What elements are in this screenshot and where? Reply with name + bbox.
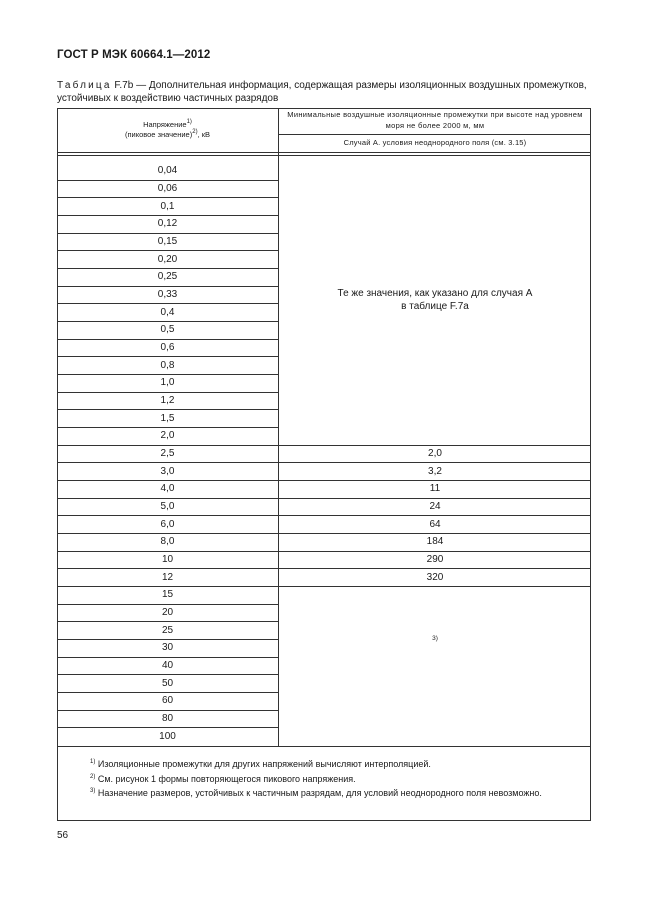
voltage-cell: 0,04 — [157, 165, 178, 177]
footnotes — [62, 757, 586, 801]
table-caption — [57, 79, 597, 105]
voltage-cell: 0,6 — [160, 342, 175, 354]
footnote-2: $^{2)}$ См. рисунок 1 формы повторяющегося пикового напряжения. — [90, 773, 356, 784]
voltage-cell: 0,5 — [160, 324, 175, 336]
voltage-cell: 10 — [161, 554, 174, 566]
voltage-cell: 0,25 — [157, 271, 178, 283]
clearance-cell: 320 — [426, 571, 444, 583]
voltage-cell: 0,8 — [160, 359, 175, 371]
clearance-cell: 184 — [426, 536, 444, 548]
clearance-cell: 290 — [426, 554, 444, 566]
voltage-cell: 0,12 — [157, 218, 178, 230]
voltage-cell: 0,1 — [160, 200, 175, 212]
voltage-cell: 60 — [161, 695, 174, 707]
voltage-cell: 2,5 — [160, 448, 175, 460]
voltage-cell: 4,0 — [160, 483, 175, 495]
page-number: 56 — [57, 830, 69, 841]
clearance-cell: 64 — [429, 518, 441, 530]
caption-lead: Таблица — [57, 80, 112, 91]
voltage-cell: 12 — [161, 571, 174, 583]
voltage-cell: 0,4 — [160, 306, 175, 318]
merged-cell-footnote-ref: 3) — [432, 634, 438, 642]
merged-cell-same-values: Те же значения, как указано для случая А в таблице F.7а — [337, 287, 533, 312]
voltage-cell: 0,15 — [157, 236, 178, 247]
header-divider — [278, 134, 591, 135]
caption-text: F.7b — Дополнительная информация, содержащая размеры изоляционных воздушных промежутков, устойчивых к воздействию частичных разрядов — [57, 80, 587, 104]
voltage-cell: 20 — [161, 607, 174, 619]
document-header: ГОСТ Р МЭК 60664.1—2012 — [57, 49, 211, 61]
voltage-cell: 80 — [161, 713, 174, 725]
voltage-column-header: Напряжение$^{1)}$ (пиковое значение)$^{2)}$, кВ — [124, 119, 211, 139]
voltage-cell: 40 — [161, 660, 174, 672]
clearance-cell: 11 — [429, 483, 441, 495]
voltage-cell: 5,0 — [160, 501, 175, 513]
voltage-cell: 0,33 — [157, 289, 178, 301]
voltage-cell: 30 — [161, 642, 174, 654]
footnote-1: $^{1)}$ Изоляционные промежутки для других напряжений вычисляют интерполяцией. — [90, 759, 431, 769]
voltage-cell: 1,2 — [160, 395, 175, 407]
voltage-cell: 25 — [161, 624, 174, 636]
voltage-cell: 8,0 — [160, 536, 175, 548]
right-row-divider — [278, 515, 591, 516]
clearance-cell: 3,2 — [428, 465, 442, 477]
voltage-cell: 50 — [161, 677, 174, 689]
table-bottom-rule — [57, 746, 591, 747]
voltage-cell: 0,20 — [157, 253, 178, 265]
right-row-divider — [278, 445, 591, 446]
voltage-cell: 3,0 — [160, 465, 175, 477]
header-bottom-rule-2 — [57, 155, 591, 156]
voltage-cell: 15 — [161, 589, 174, 601]
clearance-column-header: Минимальные воздушные изоляционные промежутки при высоте над уровнем моря не более 2000 м, мм — [287, 110, 583, 130]
right-row-divider — [278, 568, 591, 569]
right-row-divider — [278, 462, 591, 463]
header-bottom-rule-1 — [57, 152, 591, 153]
right-row-divider — [278, 480, 591, 481]
right-row-divider — [278, 498, 591, 499]
voltage-cell: 2,0 — [160, 430, 175, 442]
right-row-divider — [278, 533, 591, 534]
voltage-cell: 1,5 — [160, 412, 175, 424]
clearance-cell: 2,0 — [428, 448, 442, 460]
voltage-cell: 100 — [159, 730, 176, 742]
clearance-subheader: Случай А. условия неоднородного поля (см. 3.15) — [343, 138, 527, 147]
voltage-cell: 6,0 — [160, 518, 175, 530]
voltage-cell: 0,06 — [157, 182, 178, 194]
clearance-cell: 24 — [429, 501, 441, 513]
footnote-3: $^{3)}$ Назначение размеров, устойчивых к частичным разрядам, для условий неоднородного поля невозможно. — [90, 788, 542, 799]
right-row-divider — [278, 551, 591, 552]
voltage-cell: 1,0 — [160, 377, 175, 389]
